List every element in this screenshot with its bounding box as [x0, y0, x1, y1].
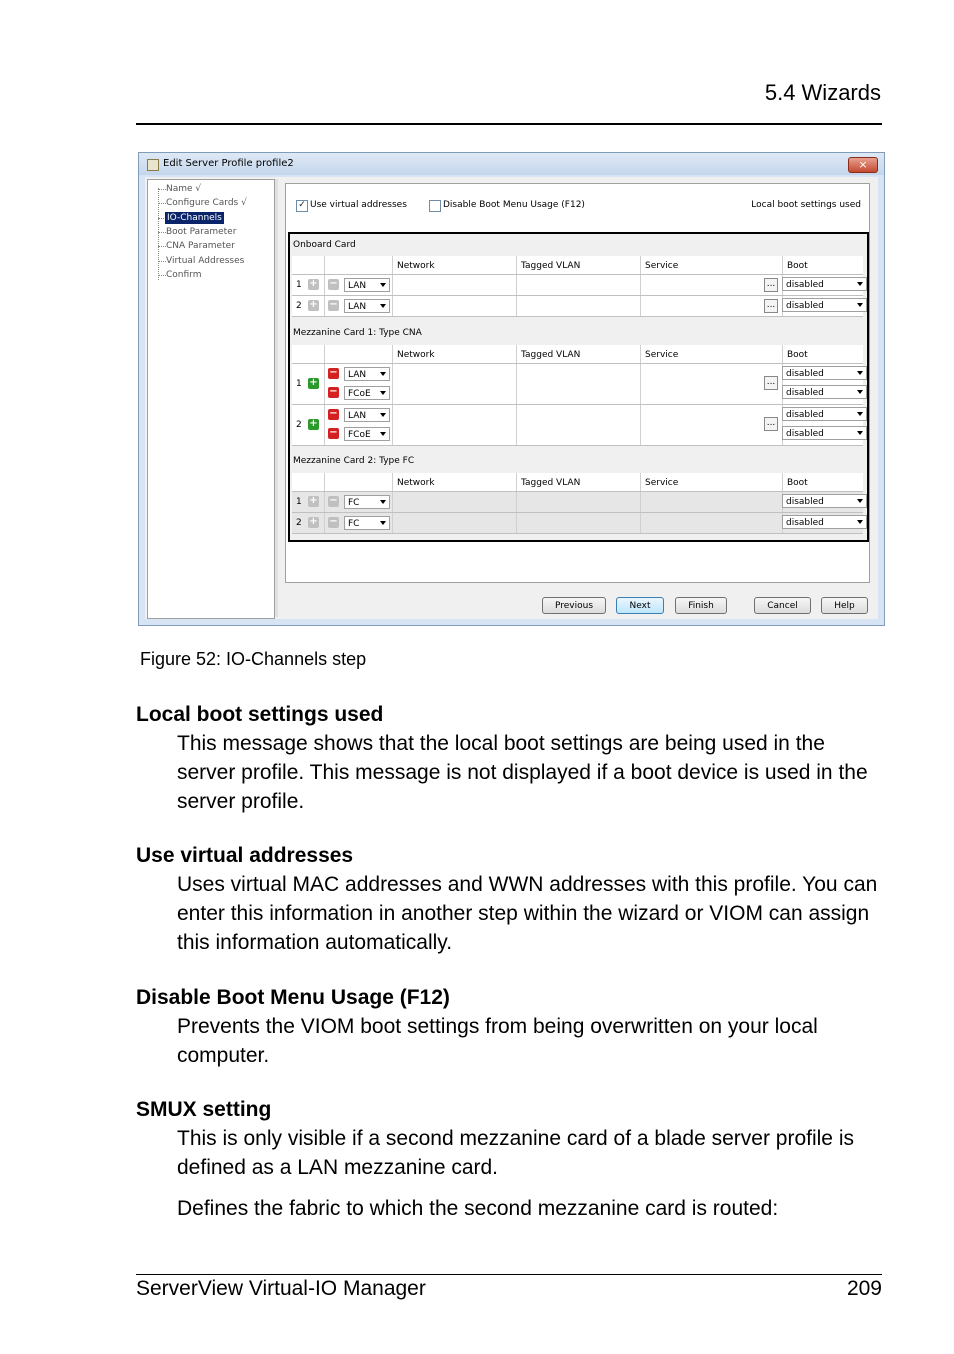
add-icon: +: [309, 516, 318, 527]
table-row[interactable]: 1 + − LAN ... disabled: [292, 275, 863, 296]
type-select[interactable]: FCoE: [344, 427, 390, 441]
boot-edit-button[interactable]: ...: [764, 299, 778, 313]
boot-edit-button[interactable]: ...: [764, 376, 778, 390]
footer-rule: [136, 1274, 882, 1275]
onboard-header: [292, 256, 863, 275]
section-use-virtual: [136, 841, 884, 957]
mezz1-header: Network Tagged VLAN Service Boot: [292, 345, 863, 364]
figure-caption: Figure 52: IO-Channels step: [140, 649, 367, 669]
mezz1-title: Mezzanine Card 1: Type CNA: [293, 328, 422, 338]
previous-button[interactable]: Previous: [542, 597, 606, 614]
section-text: Uses virtual MAC addresses and WWN addresses with this profile. You can enter this information in another step within the wizard or VIOM can assign this information automatically.: [177, 873, 878, 954]
section-title: Disable Boot Menu Usage (F12): [136, 986, 450, 1009]
type-select[interactable]: FCoE: [344, 386, 390, 400]
section-title: SMUX setting: [136, 1098, 272, 1121]
type-select[interactable]: FC: [344, 516, 390, 530]
boot-select[interactable]: disabled: [782, 298, 867, 312]
page-number: 209: [846, 1277, 882, 1300]
tree-item-boot-parameter[interactable]: Boot Parameter: [166, 227, 237, 237]
tree-item-virtual-addresses[interactable]: Virtual Addresses: [166, 256, 245, 266]
table-row[interactable]: 2 + − LAN ... disabled: [292, 296, 863, 317]
splitter[interactable]: [275, 179, 278, 617]
next-button[interactable]: Next: [616, 597, 664, 614]
section-disable-boot: [136, 983, 884, 1070]
cancel-button[interactable]: Cancel: [754, 597, 811, 614]
remove-icon[interactable]: −: [329, 408, 338, 419]
col-network: Network: [397, 261, 435, 271]
local-boot-message: Local boot settings used: [751, 200, 861, 210]
finish-button[interactable]: Finish: [675, 597, 727, 614]
boot-select[interactable]: disabled: [782, 366, 867, 380]
tree-item-io-channels[interactable]: IO-Channels: [167, 213, 222, 223]
remove-icon: −: [329, 278, 338, 289]
window-body: [145, 177, 878, 619]
section-text: Prevents the VIOM boot settings from being overwritten on your local computer.: [177, 1015, 818, 1067]
table-row[interactable]: 2 + − FC disabled: [292, 513, 863, 534]
col-service: Service: [645, 261, 679, 271]
section-smux: [136, 1095, 884, 1223]
tree-item-configure-cards[interactable]: Configure Cards √: [166, 198, 247, 208]
boot-select[interactable]: disabled: [782, 426, 867, 440]
type-select[interactable]: LAN: [344, 367, 390, 381]
type-select[interactable]: FC: [344, 495, 390, 509]
remove-icon[interactable]: −: [329, 367, 338, 378]
table-row[interactable]: 1 + − LAN − FCoE ... disabled disabled: [292, 364, 863, 405]
boot-select[interactable]: disabled: [782, 385, 867, 399]
remove-icon[interactable]: −: [329, 386, 338, 397]
title-bar: [139, 153, 884, 175]
section-title: Use virtual addresses: [136, 844, 354, 867]
remove-icon: −: [329, 495, 338, 506]
edit-server-profile-window: [138, 152, 885, 626]
add-icon[interactable]: +: [309, 418, 318, 429]
io-channels-panel: [285, 183, 870, 583]
close-button[interactable]: ×: [848, 157, 878, 173]
section-title: Local boot settings used: [136, 703, 384, 726]
window-icon: [147, 159, 159, 171]
remove-icon[interactable]: −: [329, 427, 338, 438]
boot-select[interactable]: disabled: [782, 515, 867, 529]
window-title: Edit Server Profile profile2: [163, 158, 294, 169]
boot-select[interactable]: disabled: [782, 407, 867, 421]
mezz2-title: Mezzanine Card 2: Type FC: [293, 456, 415, 466]
type-select[interactable]: LAN: [344, 408, 390, 422]
tree-item-confirm[interactable]: Confirm: [166, 270, 202, 280]
add-icon: +: [309, 278, 318, 289]
use-virtual-label: Use virtual addresses: [310, 200, 407, 210]
cards-table: [288, 232, 869, 542]
add-icon: +: [309, 299, 318, 310]
tree-item-cna-parameter[interactable]: CNA Parameter: [166, 241, 235, 251]
section-text: Defines the fabric to which the second mezzanine card is routed:: [177, 1197, 779, 1220]
boot-edit-button[interactable]: ...: [764, 417, 778, 431]
section-local-boot: [136, 700, 884, 816]
col-vlan: Tagged VLAN: [521, 261, 581, 271]
tree-item-name[interactable]: Name √: [166, 184, 202, 194]
tree-connector: [158, 188, 159, 280]
section-text: This message shows that the local boot settings are being used in the server profile. This message is not displayed if a boot device is used in the server profile.: [177, 732, 868, 813]
remove-icon: −: [329, 299, 338, 310]
mezz2-header: Network Tagged VLAN Service Boot: [292, 473, 863, 492]
help-button[interactable]: Help: [821, 597, 868, 614]
boot-edit-button[interactable]: ...: [764, 278, 778, 292]
type-select[interactable]: LAN: [344, 299, 390, 313]
disable-boot-checkbox[interactable]: [429, 200, 441, 212]
col-boot: Boot: [787, 261, 808, 271]
add-icon[interactable]: +: [309, 377, 318, 388]
table-row[interactable]: 2 + − LAN − FCoE ... disabled disabled: [292, 405, 863, 446]
disable-boot-label: Disable Boot Menu Usage (F12): [443, 200, 585, 210]
boot-select[interactable]: disabled: [782, 494, 867, 508]
header-rule: [136, 123, 882, 125]
footer-title: ServerView Virtual-IO Manager: [136, 1277, 426, 1300]
remove-icon: −: [329, 516, 338, 527]
section-text: This is only visible if a second mezzanine card of a blade server profile is defined as a LAN mezzanine card.: [177, 1127, 854, 1179]
type-select[interactable]: LAN: [344, 278, 390, 292]
running-header: 5.4 Wizards: [764, 80, 881, 105]
wizard-step-tree: [147, 179, 275, 619]
onboard-card-title: Onboard Card: [293, 240, 356, 250]
use-virtual-checkbox[interactable]: ✓: [296, 200, 308, 212]
boot-select[interactable]: disabled: [782, 277, 867, 291]
table-row[interactable]: 1 + − FC disabled: [292, 492, 863, 513]
add-icon: +: [309, 495, 318, 506]
